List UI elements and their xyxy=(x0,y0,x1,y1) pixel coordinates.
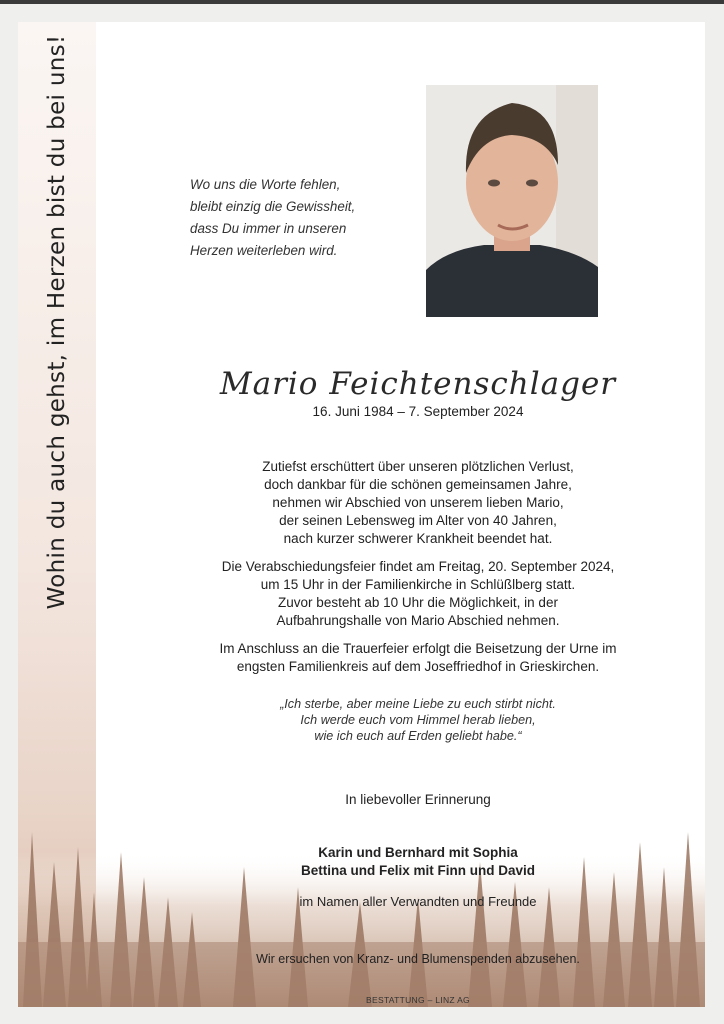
announcement-line: nach kurzer schwerer Krankheit beendet hat. xyxy=(283,531,553,546)
burial-line: Im Anschluss an die Trauerfeier erfolgt die Beisetzung der Urne im xyxy=(219,641,617,656)
ceremony-line: Die Verabschiedungsfeier findet am Freitag, 20. September 2024, xyxy=(221,559,615,574)
ceremony-line: um 15 Uhr in der Familienkirche in Schlüßlberg statt. xyxy=(260,577,576,592)
family-line: Bettina und Felix mit Finn und David xyxy=(300,863,535,878)
closing-quote xyxy=(178,696,658,744)
obituary-sheet xyxy=(18,22,705,1007)
portrait-illustration xyxy=(426,85,598,317)
announcement-line: doch dankbar für die schönen gemeinsamen Jahre, xyxy=(264,477,572,492)
closing-quote-line: wie ich euch auf Erden geliebt habe.“ xyxy=(314,729,522,743)
intro-quote-line: dass Du immer in unseren xyxy=(190,221,347,236)
burial-line: engsten Familienkreis auf dem Joseffriedhof in Grieskirchen. xyxy=(236,659,600,674)
intro-quote-line: Herzen weiterleben wird. xyxy=(190,243,338,258)
burial-paragraph xyxy=(178,640,658,676)
closing-quote-line: Ich werde euch vom Himmel herab lieben, xyxy=(300,713,536,727)
life-dates: 16. Juni 1984 – 7. September 2024 xyxy=(312,404,524,419)
portrait-photo xyxy=(426,85,598,317)
memory-line: In liebevoller Erinnerung xyxy=(345,792,491,807)
closing-quote-line: „Ich sterbe, aber meine Liebe zu euch stirbt nicht. xyxy=(280,697,556,711)
announcement-line: nehmen wir Abschied von unserem lieben Mario, xyxy=(272,495,564,510)
intro-quote xyxy=(190,174,400,262)
announcement-line: Zutiefst erschüttert über unseren plötzlichen Verlust, xyxy=(262,459,574,474)
funeral-home-footer: BESTATTUNG – LINZ AG xyxy=(366,995,470,1005)
ceremony-line: Aufbahrungshalle von Mario Abschied nehmen. xyxy=(276,613,560,628)
intro-quote-line: bleibt einzig die Gewissheit, xyxy=(190,199,356,214)
relatives-line: im Namen aller Verwandten und Freunde xyxy=(299,894,537,909)
deceased-name: Mario Feichtenschlager xyxy=(219,366,617,402)
ceremony-paragraph xyxy=(178,558,658,630)
announcement-paragraph xyxy=(178,458,658,548)
family-line: Karin und Bernhard mit Sophia xyxy=(318,845,518,860)
side-verse: Wohin du auch gehst, im Herzen bist du bei uns! xyxy=(44,34,70,610)
donation-request: Wir ersuchen von Kranz- und Blumenspenden abzusehen. xyxy=(256,952,580,966)
family-names xyxy=(218,844,618,880)
ceremony-line: Zuvor besteht ab 10 Uhr die Möglichkeit, in der xyxy=(278,595,558,610)
scan-top-edge xyxy=(0,0,724,4)
announcement-line: der seinen Lebensweg im Alter von 40 Jahren, xyxy=(279,513,557,528)
intro-quote-line: Wo uns die Worte fehlen, xyxy=(190,177,341,192)
